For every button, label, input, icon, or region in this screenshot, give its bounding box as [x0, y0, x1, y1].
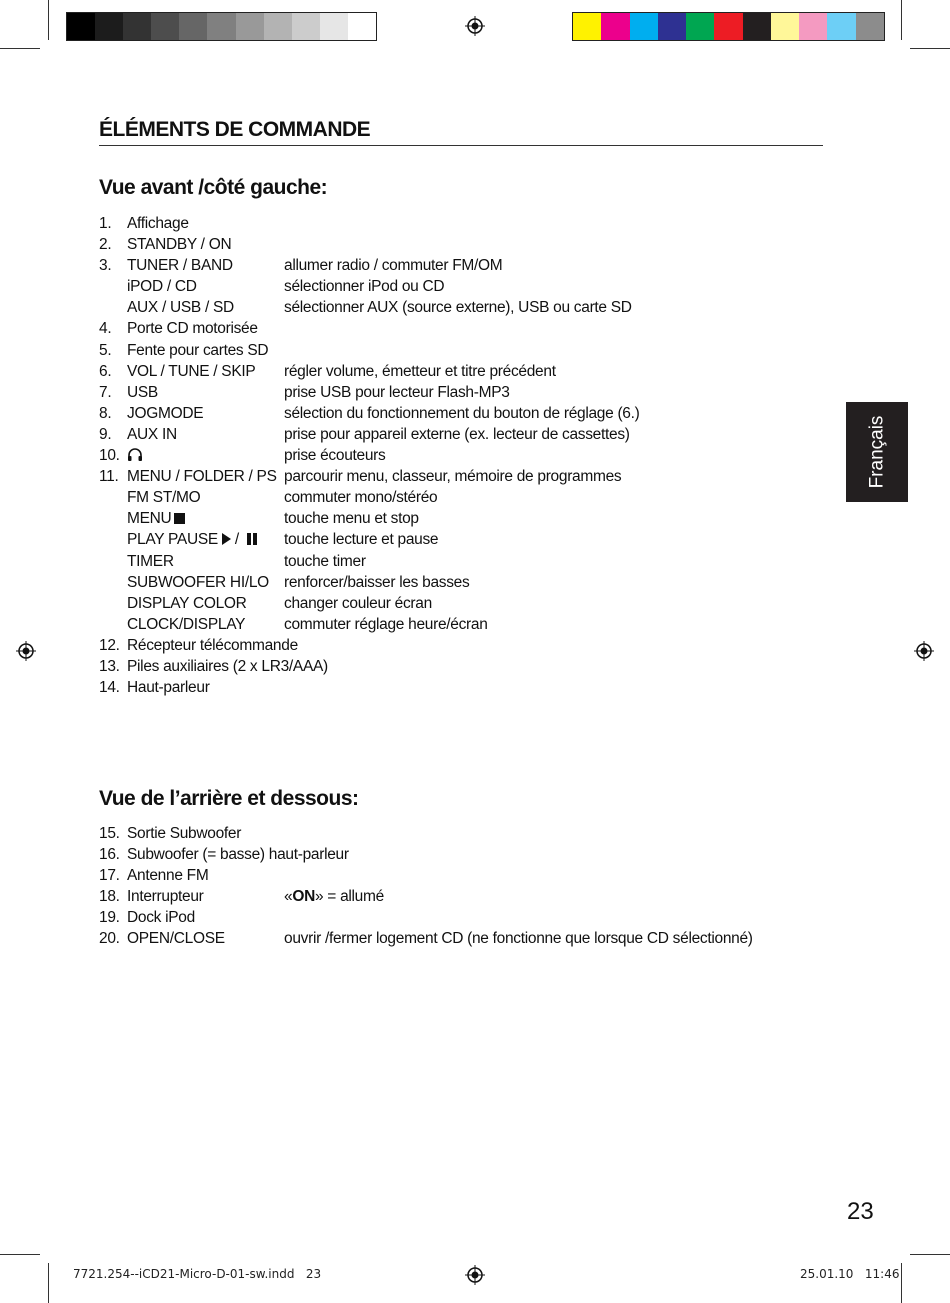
item-number: 3. — [99, 257, 112, 275]
item-label: OPEN/CLOSE — [127, 930, 225, 948]
color-swatch — [601, 13, 629, 40]
item-label: Antenne FM — [127, 867, 209, 885]
front-view-list — [99, 213, 640, 698]
item-number: 1. — [99, 215, 112, 232]
item-number — [99, 572, 127, 593]
list-item — [99, 844, 753, 865]
list-item — [99, 551, 640, 572]
list-item — [99, 318, 640, 339]
item-label: Dock iPod — [127, 909, 195, 927]
item-label: TIMER — [127, 552, 174, 570]
list-item — [99, 361, 640, 382]
item-number — [99, 614, 127, 635]
item-description: allumer radio / commuter FM/OM — [284, 257, 503, 275]
item-description: parcourir menu, classeur, mémoire de programmes — [284, 468, 622, 486]
item-number: 14. — [99, 679, 120, 697]
item-number: 2. — [99, 236, 112, 254]
item-number: 15. — [99, 825, 120, 842]
headphones-icon — [127, 447, 143, 468]
list-item — [99, 656, 640, 677]
item-number: 7. — [99, 383, 112, 401]
color-swatch — [573, 13, 601, 40]
item-label: MENU — [127, 508, 284, 529]
list-item — [99, 865, 753, 886]
list-item — [99, 234, 640, 255]
list-item — [99, 255, 640, 276]
color-swatch — [827, 13, 855, 40]
item-label: SUBWOOFER HI/LO — [127, 573, 269, 591]
color-swatch — [856, 13, 884, 40]
item-label: Piles auxiliaires (2 x LR3/AAA) — [127, 657, 328, 675]
play-pause-icon: / — [218, 531, 257, 548]
item-label: Affichage — [127, 215, 189, 232]
item-label: USB — [127, 383, 158, 401]
color-swatch — [236, 13, 264, 40]
item-label: JOGMODE — [127, 404, 204, 422]
item-description: touche timer — [284, 552, 366, 570]
item-description: «ON» = allumé — [284, 888, 384, 906]
item-description: changer couleur écran — [284, 594, 432, 612]
list-item — [99, 487, 640, 508]
crop-mark — [901, 0, 902, 40]
color-swatch — [686, 13, 714, 40]
item-number — [99, 276, 127, 297]
item-number — [99, 487, 127, 508]
page-number: 23 — [847, 1198, 874, 1225]
grayscale-color-bar — [66, 12, 377, 41]
item-description: touche menu et stop — [284, 510, 419, 528]
list-item — [99, 593, 640, 614]
item-number: 4. — [99, 320, 112, 338]
registration-mark-icon — [914, 641, 934, 661]
item-number — [99, 529, 127, 550]
color-swatch — [714, 13, 742, 40]
list-item — [99, 572, 640, 593]
item-label: Sortie Subwoofer — [127, 825, 242, 842]
list-item — [99, 424, 640, 445]
list-item — [99, 677, 640, 698]
item-label: Fente pour cartes SD — [127, 341, 269, 359]
item-number: 6. — [99, 362, 112, 380]
rear-view-list — [99, 823, 753, 950]
color-swatch — [658, 13, 686, 40]
item-label: STANDBY / ON — [127, 236, 232, 254]
list-item — [99, 823, 753, 844]
item-number: 5. — [99, 341, 112, 359]
item-number: 10. — [99, 447, 120, 465]
list-item — [99, 445, 640, 466]
item-label: Subwoofer (= basse) haut-parleur — [127, 846, 349, 864]
item-number: 8. — [99, 404, 112, 422]
item-description: touche lecture et pause — [284, 531, 439, 549]
process-color-bar — [572, 12, 885, 41]
item-label — [127, 445, 284, 466]
color-swatch — [179, 13, 207, 40]
item-label: VOL / TUNE / SKIP — [127, 362, 256, 380]
color-swatch — [348, 13, 376, 40]
list-item — [99, 635, 640, 656]
registration-mark-icon — [465, 1265, 485, 1285]
crop-mark — [0, 48, 40, 49]
list-item — [99, 382, 640, 403]
item-label: iPOD / CD — [127, 278, 197, 296]
list-item — [99, 340, 640, 361]
language-tab — [846, 402, 908, 502]
item-description: sélection du fonctionnement du bouton de réglage (6.) — [284, 404, 640, 422]
language-tab-label: Français — [866, 415, 888, 489]
list-item — [99, 614, 640, 635]
color-swatch — [743, 13, 771, 40]
list-item — [99, 886, 753, 907]
item-description: renforcer/baisser les basses — [284, 573, 470, 591]
list-item — [99, 403, 640, 424]
item-number — [99, 593, 127, 614]
item-description: sélectionner iPod ou CD — [284, 278, 445, 296]
color-swatch — [264, 13, 292, 40]
item-label: CLOCK/DISPLAY — [127, 615, 246, 633]
crop-mark — [48, 0, 49, 40]
item-label: Porte CD motorisée — [127, 320, 258, 338]
item-label: TUNER / BAND — [127, 257, 233, 275]
item-description: prise USB pour lecteur Flash-MP3 — [284, 383, 510, 401]
crop-mark — [901, 1263, 902, 1303]
color-swatch — [292, 13, 320, 40]
item-number — [99, 551, 127, 572]
registration-mark-icon — [465, 16, 485, 36]
list-item — [99, 213, 640, 234]
crop-mark — [910, 48, 950, 49]
item-label: AUX / USB / SD — [127, 299, 234, 317]
item-number: 18. — [99, 888, 120, 906]
list-item — [99, 508, 640, 529]
item-number: 17. — [99, 867, 120, 885]
item-label: AUX IN — [127, 425, 177, 443]
file-slug: 7721.254--iCD21-Micro-D-01-sw.indd 23 — [73, 1267, 322, 1281]
item-description: prise écouteurs — [284, 447, 386, 465]
crop-mark — [910, 1254, 950, 1255]
item-description: ouvrir /fermer logement CD (ne fonctionne que lorsque CD sélectionné) — [284, 930, 753, 948]
color-swatch — [67, 13, 95, 40]
item-number: 12. — [99, 636, 120, 654]
item-description: commuter réglage heure/écran — [284, 615, 488, 633]
date-slug: 25.01.10 11:46 — [800, 1267, 900, 1281]
list-item — [99, 466, 640, 487]
color-swatch — [207, 13, 235, 40]
rear-view-title: Vue de l’arrière et dessous: — [99, 787, 359, 810]
color-swatch — [95, 13, 123, 40]
item-description: commuter mono/stéréo — [284, 489, 438, 507]
list-item — [99, 907, 753, 928]
item-number: 20. — [99, 930, 120, 948]
item-number: 9. — [99, 425, 112, 443]
item-number: 19. — [99, 909, 120, 927]
list-item — [99, 928, 753, 949]
item-number: 13. — [99, 657, 120, 675]
color-swatch — [320, 13, 348, 40]
color-swatch — [771, 13, 799, 40]
item-description: sélectionner AUX (source externe), USB ou carte SD — [284, 299, 632, 317]
list-item — [99, 297, 640, 318]
item-number — [99, 508, 127, 529]
item-label: Haut-parleur — [127, 679, 210, 697]
item-number — [99, 297, 127, 318]
item-label: Récepteur télécommande — [127, 636, 298, 654]
item-label: Interrupteur — [127, 888, 204, 906]
item-description: prise pour appareil externe (ex. lecteur de cassettes) — [284, 425, 630, 443]
item-label: FM ST/MO — [127, 489, 201, 507]
item-label: MENU / FOLDER / PS — [127, 468, 277, 486]
item-label: DISPLAY COLOR — [127, 594, 247, 612]
crop-mark — [0, 1254, 40, 1255]
color-swatch — [123, 13, 151, 40]
item-description: régler volume, émetteur et titre précédent — [284, 362, 556, 380]
stop-square-icon — [174, 513, 185, 524]
front-view-title: Vue avant /côté gauche: — [99, 176, 328, 199]
color-swatch — [799, 13, 827, 40]
color-swatch — [630, 13, 658, 40]
item-label: PLAY PAUSE / — [127, 529, 284, 550]
section-title: ÉLÉMENTS DE COMMANDE — [99, 118, 823, 146]
list-item — [99, 276, 640, 297]
registration-mark-icon — [16, 641, 36, 661]
color-swatch — [151, 13, 179, 40]
crop-mark — [48, 1263, 49, 1303]
list-item — [99, 529, 640, 550]
item-number: 11. — [99, 468, 119, 486]
item-number: 16. — [99, 846, 120, 864]
